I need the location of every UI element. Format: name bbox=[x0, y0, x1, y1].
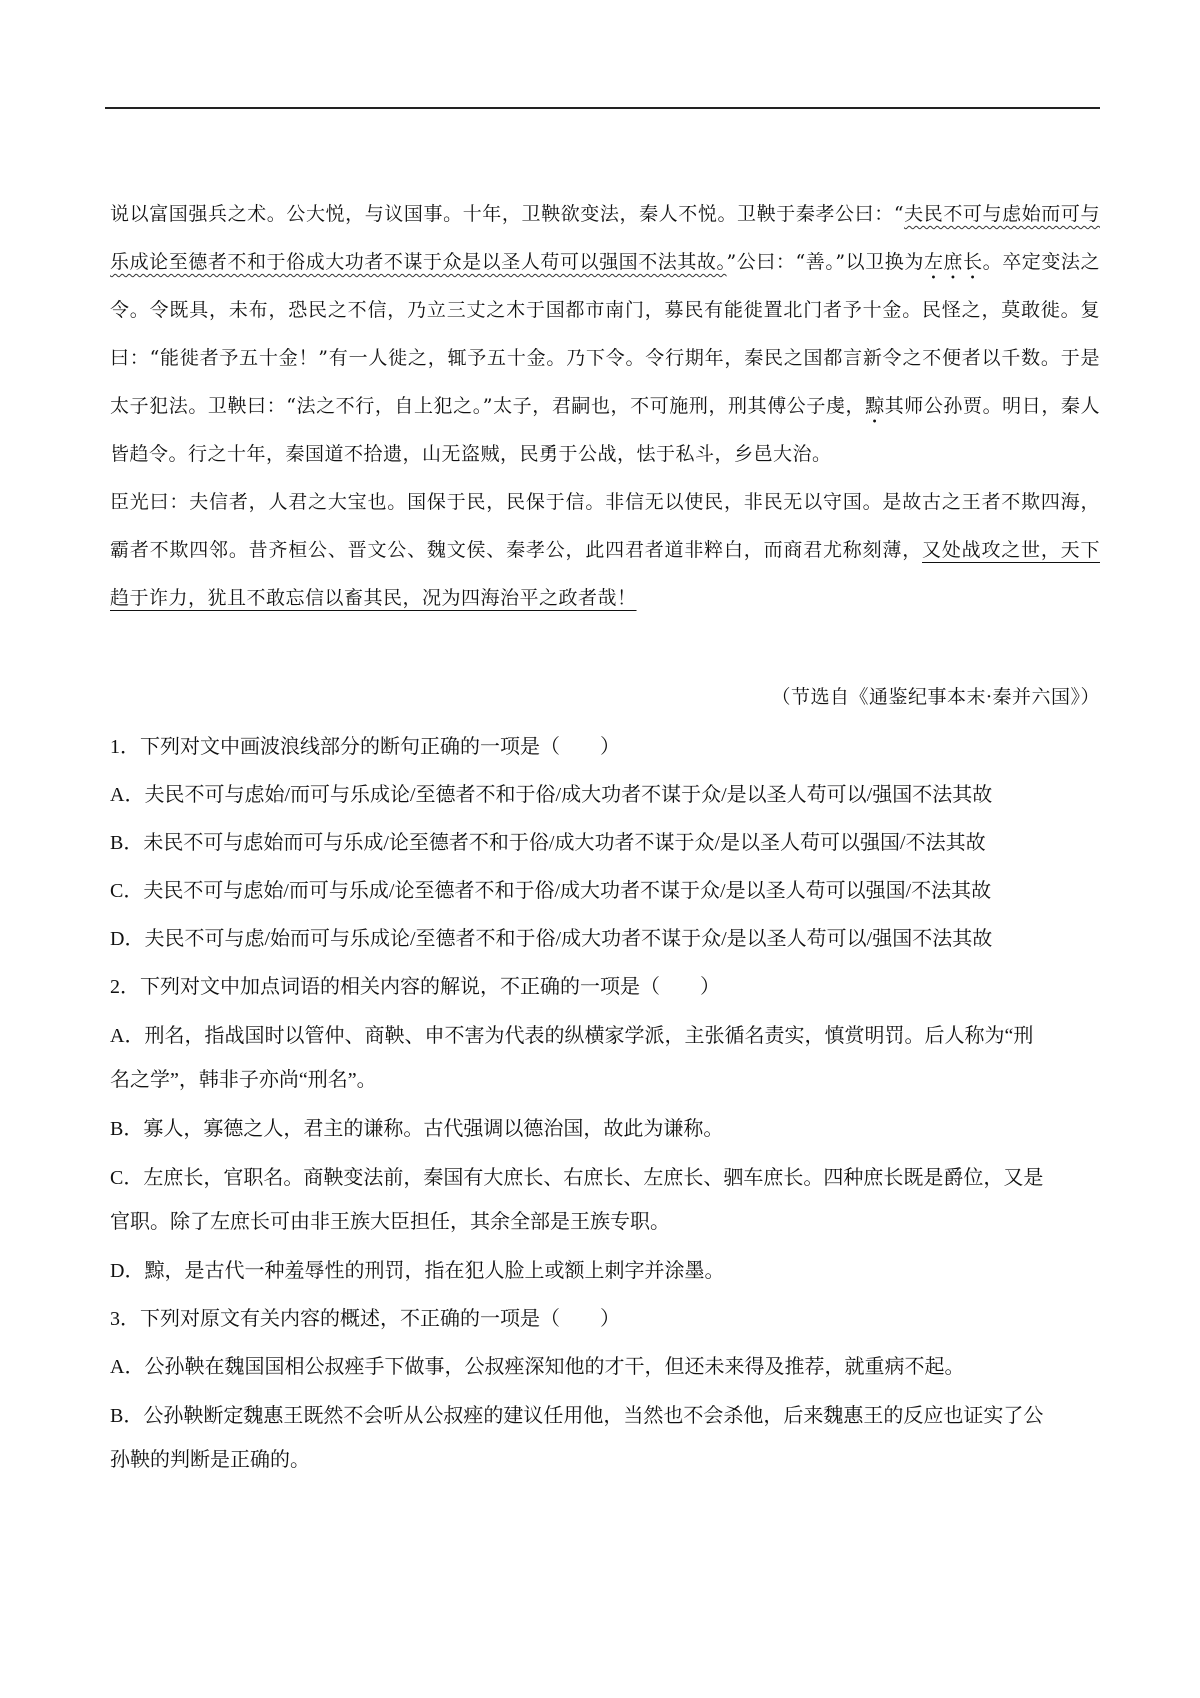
option-line: C．左庶长，官职名。商鞅变法前，秦国有大庶长、右庶长、左庶长、驷车庶长。四种庶长既是爵位，又是 bbox=[110, 1167, 1044, 1189]
dotted-term-zuoshuzhang: 左庶长 bbox=[923, 251, 983, 273]
classical-passage bbox=[110, 190, 1100, 622]
option-line: A．刑名，指战国时以管仲、商鞅、申不害为代表的纵横家学派，主张循名责实，慎赏明罚。后人称为“刑 bbox=[110, 1025, 1034, 1047]
question-3-stem: 3．下列对原文有关内容的概述，不正确的一项是（ ） bbox=[110, 1308, 620, 1330]
passage-text: 其师公孙贾。明日，秦人皆趋令。行之十年，秦国道不拾遗，山无盗贼，民勇于公战，怯于私斗，乡邑大治。 bbox=[110, 395, 1100, 465]
option-line: 官职。除了左庶长可由非王族大臣担任，其余全部是王族专职。 bbox=[110, 1211, 670, 1233]
passage-paragraph-2 bbox=[110, 478, 1100, 622]
questions-section bbox=[110, 726, 1100, 1488]
question-1-option-c: C．夫民不可与虑始/而可与乐成/论至德者不和于俗/成大功者不谋于众/是以圣人苟可以强国/不法其故 bbox=[110, 880, 992, 902]
question-2-option-a bbox=[110, 1014, 1100, 1102]
question-1-option-a: A．夫民不可与虑始/而可与乐成论/至德者不和于俗/成大功者不谋于众/是以圣人苟可以/强国不法其故 bbox=[110, 784, 993, 806]
question-3-option-a: A．公孙鞅在魏国国相公叔痤手下做事，公叔痤深知他的才干，但还未来得及推荐，就重病不起。 bbox=[110, 1356, 965, 1378]
wavy-underlined-sentence: 夫民不可与虑始而可与乐成论至德者不和于俗成大功者不谋于众是以圣人苟可以强国不法其故。 bbox=[110, 203, 1100, 273]
passage-text: 说以富国强兵之术。公大悦，与议国事。十年，卫鞅欲变法，秦人不悦。卫鞅于秦孝公曰：“ bbox=[110, 203, 905, 225]
question-2-stem: 2．下列对文中加点词语的相关内容的解说，不正确的一项是（ ） bbox=[110, 976, 720, 998]
underlined-sentence: 又处战攻之世，天下趋于诈力，犹且不敢忘信以畜其民，况为四海治平之政者哉！ bbox=[110, 539, 1100, 609]
question-2-option-c bbox=[110, 1156, 1100, 1244]
question-3-option-b bbox=[110, 1394, 1100, 1482]
passage-paragraph-1 bbox=[110, 190, 1100, 478]
passage-text: 臣光曰：夫信者，人君之大宝也。国保于民，民保于信。非信无以使民，非民无以守国。是故古之王者不欺四海，霸者不欺四邻。昔齐桓公、晋文公、魏文侯、秦孝公，此四君者道非粹白，而商君尤称刻薄， bbox=[110, 491, 1100, 561]
question-2-option-b: B．寡人，寡德之人，君主的谦称。古代强调以德治国，故此为谦称。 bbox=[110, 1118, 724, 1140]
question-1-option-b: B．未民不可与虑始而可与乐成/论至德者不和于俗/成大功者不谋于众/是以圣人苟可以强国/不法其故 bbox=[110, 832, 986, 854]
question-2-option-d: D．黥，是古代一种羞辱性的刑罚，指在犯人脸上或额上刺字并涂墨。 bbox=[110, 1260, 725, 1282]
source-citation: （节选自《通鉴纪事本末·秦并六国》） bbox=[771, 686, 1100, 708]
dotted-term-qing: 黥 bbox=[865, 395, 885, 417]
header-rule bbox=[105, 107, 1100, 109]
option-line: B．公孙鞅断定魏惠王既然不会听从公叔痤的建议任用他，当然也不会杀他，后来魏惠王的反应也证实了公 bbox=[110, 1405, 1044, 1427]
passage-text: 。卒定变法之令。令既具，未布，恐民之不信，乃立三丈之木于国都市南门，募民有能徙置北门者予十金。民怪之，莫敢徙。复曰：“能徙者予五十金！”有一人徙之，辄予五十金。乃下令。令行期年，秦民之国都言新令之不便者以千数。于是太子犯法。卫鞅曰：“法之不行，自上犯之。”太子，君嗣也，不可施刑，刑其傅公子虔， bbox=[110, 251, 1100, 417]
question-1-stem: 1．下列对文中画波浪线部分的断句正确的一项是（ ） bbox=[110, 736, 620, 758]
option-line: 名之学”，韩非子亦尚“刑名”。 bbox=[110, 1069, 377, 1091]
question-1-option-d: D．夫民不可与虑/始而可与乐成论/至德者不和于俗/成大功者不谋于众/是以圣人苟可以/强国不法其故 bbox=[110, 928, 993, 950]
option-line: 孙鞅的判断是正确的。 bbox=[110, 1449, 310, 1471]
passage-text: ”公曰：“善。”以卫换为 bbox=[726, 251, 924, 273]
